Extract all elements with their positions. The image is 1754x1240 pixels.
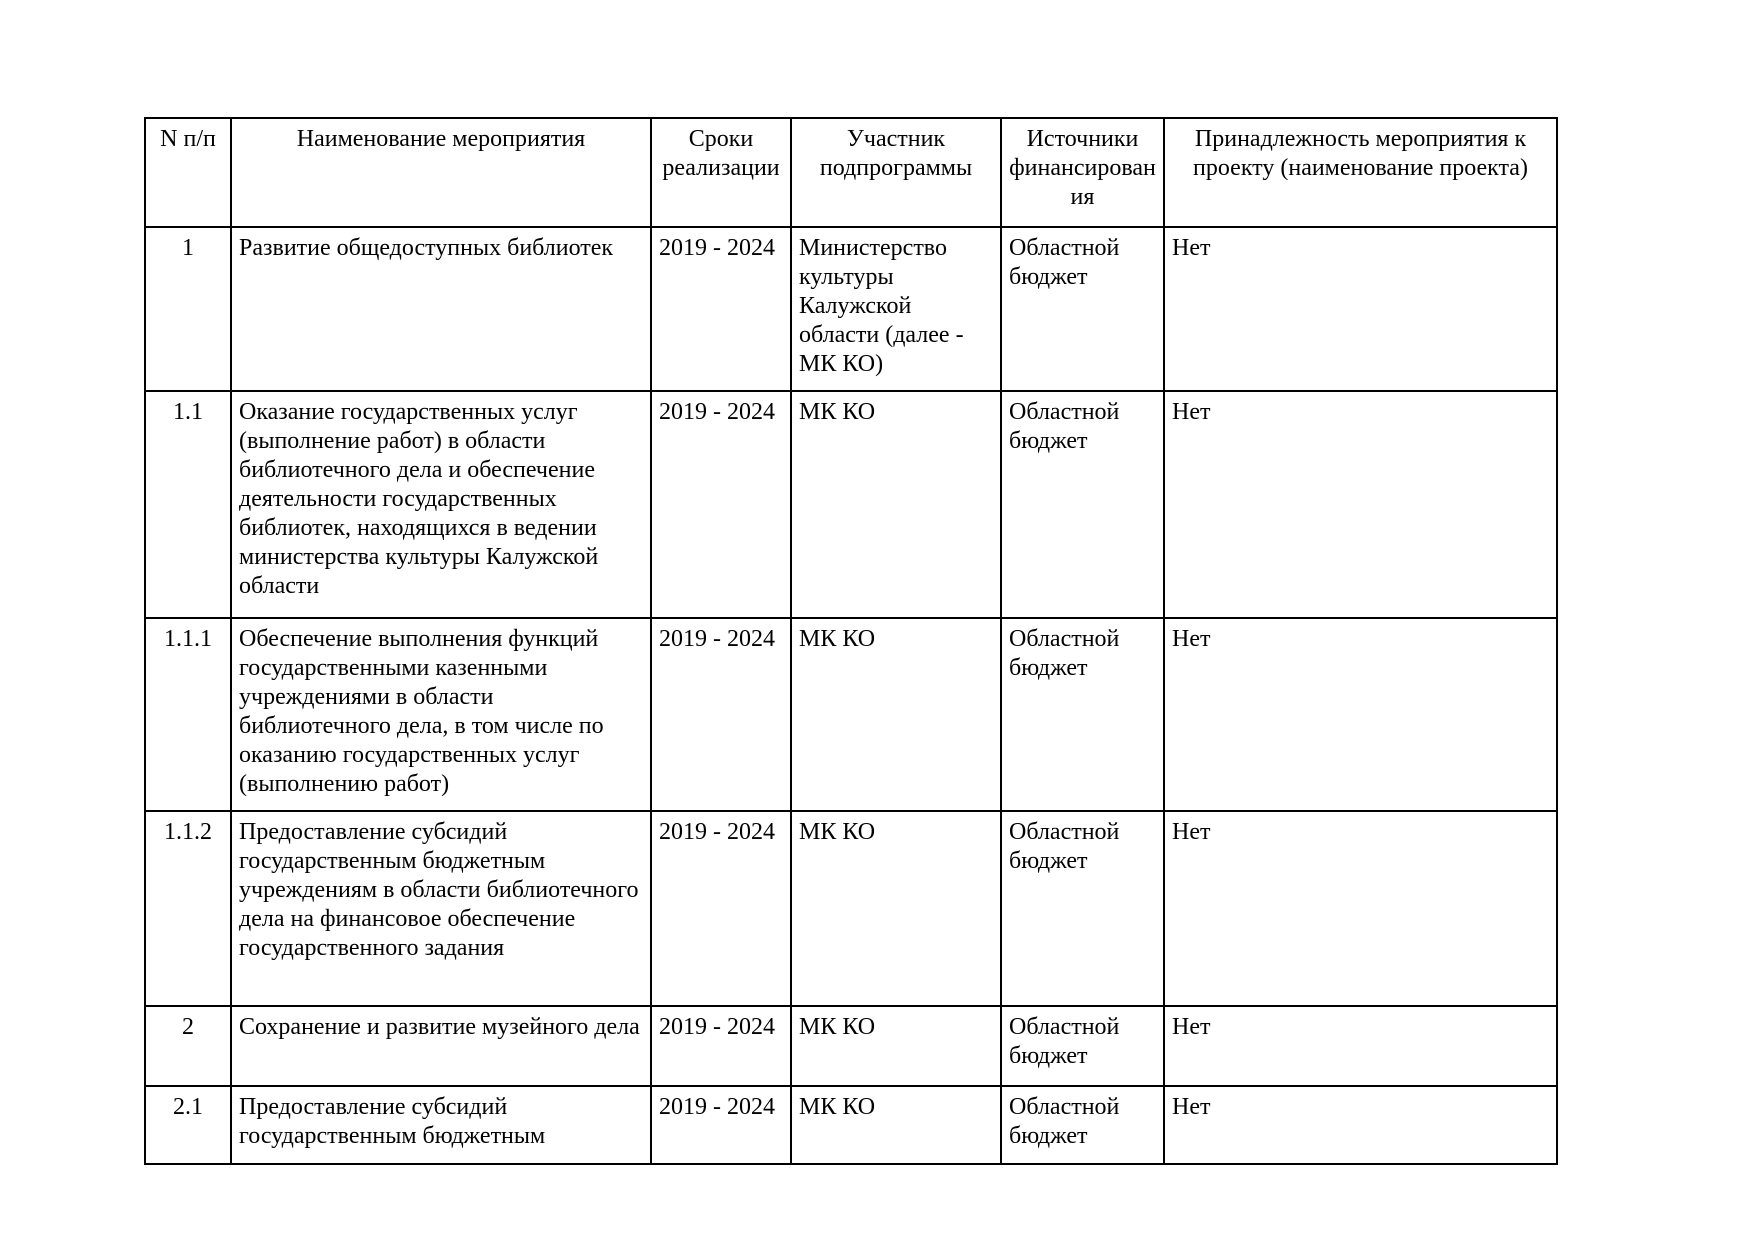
cell-activity-name: Оказание государственных услуг (выполнение работ) в области библиотечного дела и обеспечение деятельности государственных библиотек, находящихся в ведении министерства культуры Калужской области bbox=[231, 391, 651, 618]
cell-funding-source: Областной бюджет bbox=[1001, 1006, 1164, 1086]
table-row-1-1-2 bbox=[145, 811, 1557, 1006]
cell-period: 2019 - 2024 bbox=[651, 227, 791, 391]
header-project: Принадлежность мероприятия к проекту (наименование проекта) bbox=[1164, 118, 1557, 227]
cell-activity-name: Предоставление субсидий государственным бюджетным bbox=[231, 1086, 651, 1164]
cell-project: Нет bbox=[1164, 811, 1557, 1006]
cell-number: 1.1.1 bbox=[145, 618, 231, 811]
cell-activity-name: Сохранение и развитие музейного дела bbox=[231, 1006, 651, 1086]
cell-participant: МК КО bbox=[791, 618, 1001, 811]
activities-table bbox=[144, 117, 1558, 1165]
cell-participant: МК КО bbox=[791, 811, 1001, 1006]
cell-activity-name: Предоставление субсидий государственным бюджетным учреждениям в области библиотечного дела на финансовое обеспечение государственного задания bbox=[231, 811, 651, 1006]
cell-number: 1.1 bbox=[145, 391, 231, 618]
cell-period: 2019 - 2024 bbox=[651, 1086, 791, 1164]
cell-period: 2019 - 2024 bbox=[651, 811, 791, 1006]
cell-funding-source: Областной бюджет bbox=[1001, 227, 1164, 391]
cell-period: 2019 - 2024 bbox=[651, 618, 791, 811]
header-number: N п/п bbox=[145, 118, 231, 227]
table-row-1 bbox=[145, 227, 1557, 391]
cell-project: Нет bbox=[1164, 227, 1557, 391]
table-row-1-1 bbox=[145, 391, 1557, 618]
cell-project: Нет bbox=[1164, 618, 1557, 811]
cell-participant: МК КО bbox=[791, 1006, 1001, 1086]
cell-participant: МК КО bbox=[791, 391, 1001, 618]
cell-activity-name: Развитие общедоступных библиотек bbox=[231, 227, 651, 391]
header-funding-source: Источники финансирования bbox=[1001, 118, 1164, 227]
cell-funding-source: Областной бюджет bbox=[1001, 618, 1164, 811]
table-header-row bbox=[145, 118, 1557, 227]
cell-participant: МК КО bbox=[791, 1086, 1001, 1164]
table-row-2-1 bbox=[145, 1086, 1557, 1164]
table-row-2 bbox=[145, 1006, 1557, 1086]
cell-number: 1 bbox=[145, 227, 231, 391]
cell-period: 2019 - 2024 bbox=[651, 1006, 791, 1086]
cell-project: Нет bbox=[1164, 1086, 1557, 1164]
header-participant: Участник подпрограммы bbox=[791, 118, 1001, 227]
cell-number: 2 bbox=[145, 1006, 231, 1086]
cell-participant: Министерство культуры Калужской области (далее - МК КО) bbox=[791, 227, 1001, 391]
cell-funding-source: Областной бюджет bbox=[1001, 811, 1164, 1006]
header-activity-name: Наименование мероприятия bbox=[231, 118, 651, 227]
cell-period: 2019 - 2024 bbox=[651, 391, 791, 618]
cell-number: 1.1.2 bbox=[145, 811, 231, 1006]
cell-funding-source: Областной бюджет bbox=[1001, 391, 1164, 618]
header-period: Сроки реализации bbox=[651, 118, 791, 227]
cell-project: Нет bbox=[1164, 1006, 1557, 1086]
cell-number: 2.1 bbox=[145, 1086, 231, 1164]
cell-activity-name: Обеспечение выполнения функций государственными казенными учреждениями в области библиотечного дела, в том числе по оказанию государственных услуг (выполнению работ) bbox=[231, 618, 651, 811]
cell-project: Нет bbox=[1164, 391, 1557, 618]
cell-funding-source: Областной бюджет bbox=[1001, 1086, 1164, 1164]
table-row-1-1-1 bbox=[145, 618, 1557, 811]
